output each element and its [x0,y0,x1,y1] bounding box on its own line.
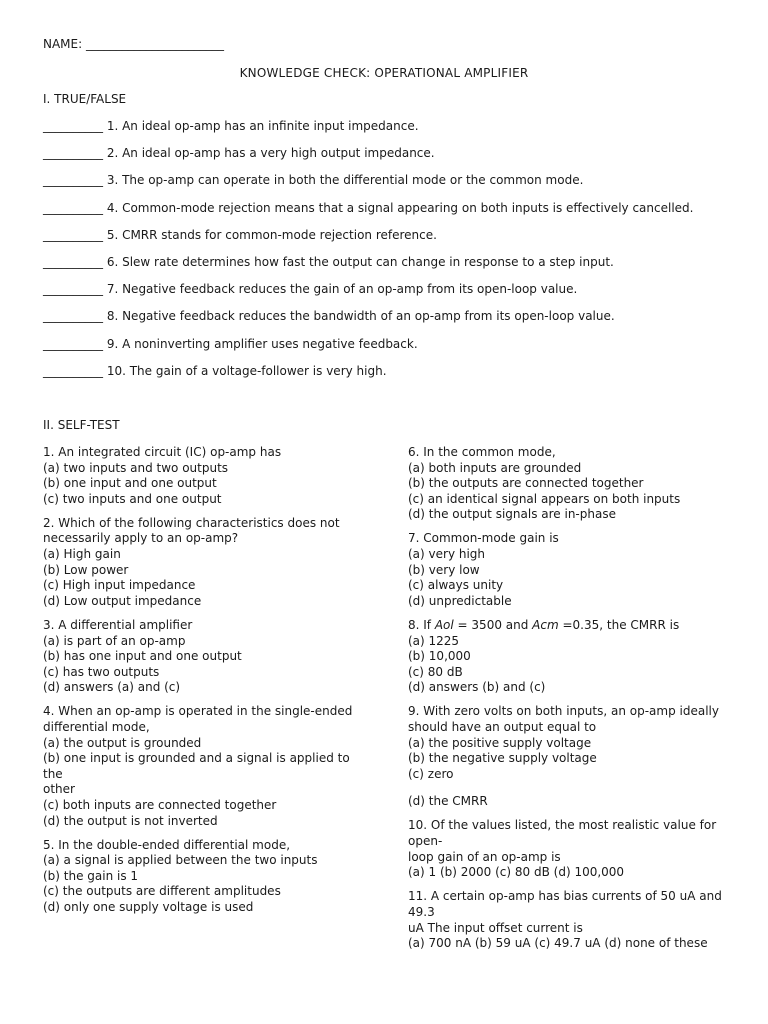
question-text: loop gain of an op-amp is [408,849,561,864]
aol-symbol: Aol [434,617,454,632]
tf-item-5: __________ 5. CMRR stands for common-mode rejection reference. [43,227,437,242]
question-text: uA The input offset current is [408,920,583,935]
tf-item-2: __________ 2. An ideal op-amp has a very high output impedance. [43,146,435,161]
tf-item-7: __________ 7. Negative feedback reduces the gain of an op-amp from its open-loop value. [43,282,578,297]
question-11 [408,889,733,951]
question-text: 5. In the double-ended differential mode, [43,837,291,852]
question-text [408,618,733,634]
question-text: necessarily apply to an op-amp? [43,531,239,546]
tf-item-9: __________ 9. A noninverting amplifier uses negative feedback. [43,336,418,351]
name-field-label: NAME: _______________________ [43,37,224,51]
option: (c) an identical signal appears on both inputs [408,491,681,506]
question-text: 4. When an op-amp is operated in the single-ended [43,704,353,719]
option: (a) is part of an op-amp [43,633,186,648]
question-text: 9. With zero volts on both inputs, an op-amp ideally [408,704,719,719]
option: (a) High gain [43,547,121,562]
option: (a) the positive supply voltage [408,735,592,750]
option: (b) the outputs are connected together [408,476,644,491]
tf-item-1: __________ 1. An ideal op-amp has an infinite input impedance. [43,119,419,133]
tf-item-10: __________ 10. The gain of a voltage-follower is very high. [43,363,387,378]
section-self-test-heading: II. SELF-TEST [43,418,120,432]
option: (c) has two outputs [43,664,160,679]
options-line: (a) 1 (b) 2000 (c) 80 dB (d) 100,000 [408,865,625,880]
option: other [43,782,75,797]
question-6 [408,445,733,523]
question-text: 10. Of the values listed, the most realistic value for open- [408,818,717,849]
option: (b) 10,000 [408,649,471,664]
option: (d) the CMRR [408,794,488,809]
question-1 [43,445,373,507]
section-true-false-heading: I. TRUE/FALSE [43,92,127,106]
question-text: should have an output equal to [408,720,597,734]
tf-item-4: __________ 4. Common-mode rejection means that a signal appearing on both inputs is effectively cancelled. [43,200,694,215]
question-mid: = 3500 and [453,617,533,632]
question-text: 6. In the common mode, [408,445,556,459]
question-suffix: =0.35, the CMRR is [558,617,680,632]
option: (d) the output signals are in-phase [408,507,616,522]
tf-item-3: __________ 3. The op-amp can operate in both the differential mode or the common mode. [43,173,584,188]
page-title: KNOWLEDGE CHECK: OPERATIONAL AMPLIFIER [239,66,529,80]
question-4 [43,704,373,829]
question-3 [43,618,373,696]
acm-symbol: Acm [532,617,559,632]
question-text: 2. Which of the following characteristics does not [43,515,340,530]
self-test-left-column [43,445,373,924]
option: (a) a signal is applied between the two inputs [43,853,318,868]
question-7 [408,531,733,609]
option: (d) only one supply voltage is used [43,900,254,915]
question-text: 11. A certain op-amp has bias currents of 50 uA and 49.3 [408,889,722,919]
option: (a) very high [408,547,486,562]
option: (d) the output is not inverted [43,813,218,828]
options-line: (a) 700 nA (b) 59 uA (c) 49.7 uA (d) none of these [408,936,708,951]
option: (a) two inputs and two outputs [43,460,229,475]
question-10 [408,818,733,880]
option: (d) unpredictable [408,593,512,608]
option: (b) has one input and one output [43,649,242,664]
true-false-list [43,118,743,390]
option: (c) zero [408,766,454,781]
option: (a) the output is grounded [43,735,202,750]
question-8 [408,618,733,696]
option: (b) very low [408,562,480,577]
option: (b) one input and one output [43,476,217,491]
question-prefix: 8. If [408,617,435,632]
option: (d) answers (b) and (c) [408,680,546,695]
option: (c) the outputs are different amplitudes [43,884,281,899]
tf-item-8: __________ 8. Negative feedback reduces the bandwidth of an op-amp from its open-loop value. [43,309,615,324]
option: (a) both inputs are grounded [408,460,582,475]
question-9 [408,704,733,810]
question-5 [43,838,373,916]
option: (d) Low output impedance [43,593,202,608]
self-test-right-column [408,445,733,960]
tf-item-6: __________ 6. Slew rate determines how fast the output can change in response to a step input. [43,254,614,269]
option: (d) answers (a) and (c) [43,680,181,695]
option: (b) Low power [43,562,129,577]
question-text: 7. Common-mode gain is [408,531,559,546]
option: (c) High input impedance [43,578,196,593]
option: (c) always unity [408,578,504,593]
option: (a) 1225 [408,633,460,648]
question-2 [43,516,373,610]
option: (b) one input is grounded and a signal is applied to the [43,751,350,781]
option: (b) the negative supply voltage [408,751,597,766]
option: (b) the gain is 1 [43,868,139,883]
option: (c) two inputs and one output [43,491,222,506]
option: (c) both inputs are connected together [43,797,277,812]
question-text: 1. An integrated circuit (IC) op-amp has [43,445,282,459]
option: (c) 80 dB [408,664,463,679]
question-text: 3. A differential amplifier [43,617,193,632]
question-text: differential mode, [43,720,150,734]
